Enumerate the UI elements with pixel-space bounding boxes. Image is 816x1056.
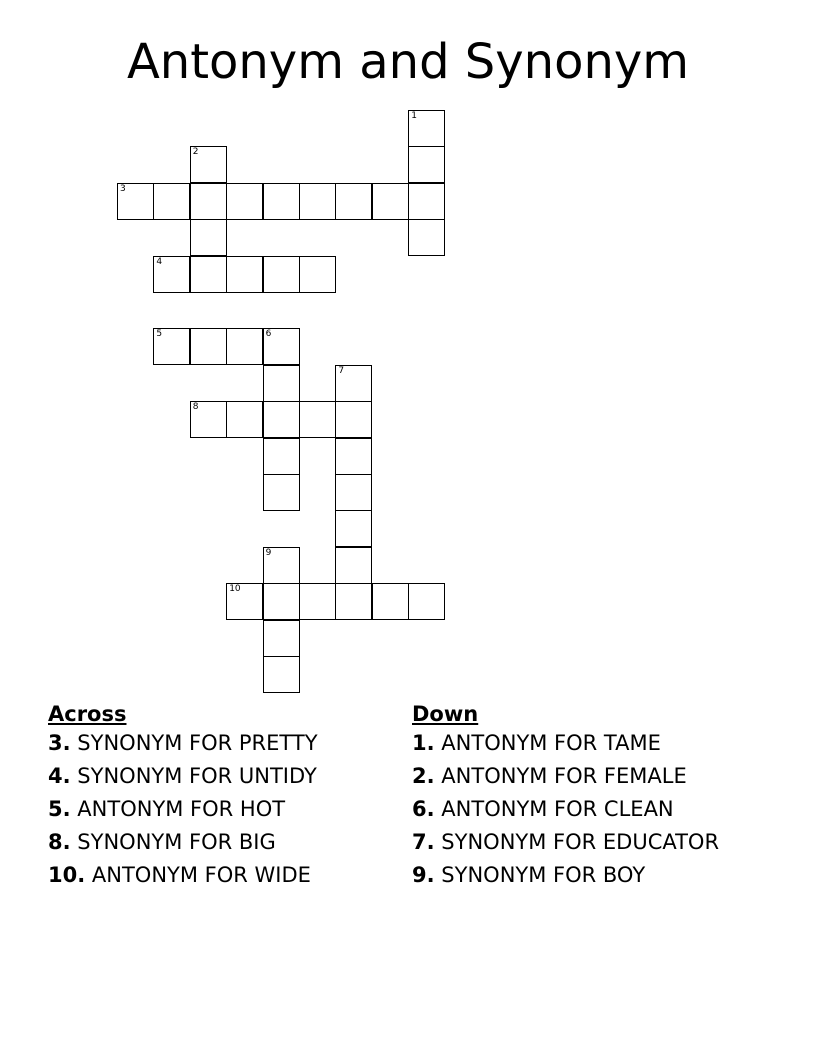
grid-cell[interactable] <box>190 401 227 438</box>
cell-number: 10 <box>229 584 241 595</box>
grid-cell[interactable] <box>263 656 300 693</box>
clue-text: ANTONYM FOR HOT <box>77 797 286 821</box>
clue-number: 5 <box>48 797 63 821</box>
across-clues <box>48 702 388 896</box>
clue-text: ANTONYM FOR FEMALE <box>441 764 687 788</box>
grid-cell[interactable] <box>153 256 190 293</box>
clue-text: SYNONYM FOR BIG <box>77 830 276 854</box>
grid-cell[interactable] <box>408 219 445 256</box>
clue-text: SYNONYM FOR PRETTY <box>77 731 318 755</box>
grid-cell[interactable] <box>190 146 227 183</box>
clue-number: 3 <box>48 731 63 755</box>
grid-cell[interactable] <box>335 583 372 620</box>
clue-number: 4 <box>48 764 63 788</box>
grid-cell[interactable] <box>299 583 336 620</box>
clue-number: 8 <box>48 830 63 854</box>
clue-across-3: 3. SYNONYM FOR PRETTY <box>48 731 318 755</box>
clue-down-9: 9. SYNONYM FOR BOY <box>412 863 646 887</box>
grid-cell[interactable] <box>408 583 445 620</box>
grid-cell[interactable] <box>299 256 336 293</box>
clue-text: SYNONYM FOR UNTIDY <box>77 764 317 788</box>
grid-cell[interactable] <box>226 256 263 293</box>
cell-number: 8 <box>192 402 199 413</box>
down-heading: Down <box>412 702 479 726</box>
grid-cell[interactable] <box>190 256 227 293</box>
grid-cell[interactable] <box>226 583 263 620</box>
clue-number: 2 <box>412 764 427 788</box>
clue-text: SYNONYM FOR BOY <box>441 863 646 887</box>
clue-text: ANTONYM FOR WIDE <box>91 863 311 887</box>
clue-number: 1 <box>412 731 427 755</box>
grid-cell[interactable] <box>263 620 300 657</box>
grid-cell[interactable] <box>117 183 154 220</box>
clue-text: ANTONYM FOR TAME <box>441 731 661 755</box>
grid-cell[interactable] <box>263 328 300 365</box>
cell-number: 1 <box>411 111 417 121</box>
down-clues <box>412 702 752 896</box>
cell-number: 7 <box>338 365 345 376</box>
clue-down-7: 7. SYNONYM FOR EDUCATOR <box>412 830 720 854</box>
cell-number: 4 <box>156 256 163 267</box>
clue-down-1: 1. ANTONYM FOR TAME <box>412 731 661 755</box>
grid-cell[interactable] <box>263 401 300 438</box>
page-title: Antonym and Synonym <box>126 34 690 90</box>
grid-cell[interactable] <box>335 401 372 438</box>
cell-number: 3 <box>120 183 126 194</box>
cell-number: 5 <box>156 329 163 340</box>
clue-number: 7 <box>412 830 427 854</box>
grid-cell[interactable] <box>299 401 336 438</box>
grid-cell[interactable] <box>408 146 445 183</box>
grid-cell[interactable] <box>372 183 409 220</box>
grid-cell[interactable] <box>263 256 300 293</box>
grid-cell[interactable] <box>335 365 372 402</box>
grid-cell[interactable] <box>335 438 372 475</box>
clue-text: SYNONYM FOR EDUCATOR <box>441 830 720 854</box>
clue-across-4: 4. SYNONYM FOR UNTIDY <box>48 764 317 788</box>
grid-cell[interactable] <box>335 183 372 220</box>
clue-down-6: 6. ANTONYM FOR CLEAN <box>412 797 674 821</box>
grid-cell[interactable] <box>190 183 227 220</box>
cell-number: 6 <box>265 329 272 340</box>
grid-cell[interactable] <box>263 438 300 475</box>
grid-cell[interactable] <box>408 183 445 220</box>
grid-cell[interactable] <box>263 474 300 511</box>
clue-down-2: 2. ANTONYM FOR FEMALE <box>412 764 687 788</box>
grid-cell[interactable] <box>226 328 263 365</box>
clue-across-8: 8. SYNONYM FOR BIG <box>48 830 276 854</box>
grid-cell[interactable] <box>263 547 300 584</box>
cell-number: 9 <box>265 547 272 558</box>
clue-number: 6 <box>412 797 427 821</box>
grid-cell[interactable] <box>190 219 227 256</box>
grid-cell[interactable] <box>263 183 300 220</box>
grid-cell[interactable] <box>408 110 445 147</box>
grid-cell[interactable] <box>153 328 190 365</box>
grid-cell[interactable] <box>226 183 263 220</box>
across-heading: Across <box>48 702 127 726</box>
grid-cell[interactable] <box>263 365 300 402</box>
clue-across-10: 10. ANTONYM FOR WIDE <box>48 863 311 887</box>
clue-across-5: 5. ANTONYM FOR HOT <box>48 797 286 821</box>
grid-cell[interactable] <box>226 401 263 438</box>
grid-cell[interactable] <box>335 474 372 511</box>
grid-cell[interactable] <box>372 583 409 620</box>
clue-number: 10 <box>48 863 78 887</box>
clue-text: ANTONYM FOR CLEAN <box>441 797 674 821</box>
grid-cell[interactable] <box>335 510 372 547</box>
grid-cell[interactable] <box>153 183 190 220</box>
cell-number: 2 <box>192 147 199 158</box>
clue-number: 9 <box>412 863 427 887</box>
grid-cell[interactable] <box>335 547 372 584</box>
grid-cell[interactable] <box>263 583 300 620</box>
grid-cell[interactable] <box>299 183 336 220</box>
grid-cell[interactable] <box>190 328 227 365</box>
